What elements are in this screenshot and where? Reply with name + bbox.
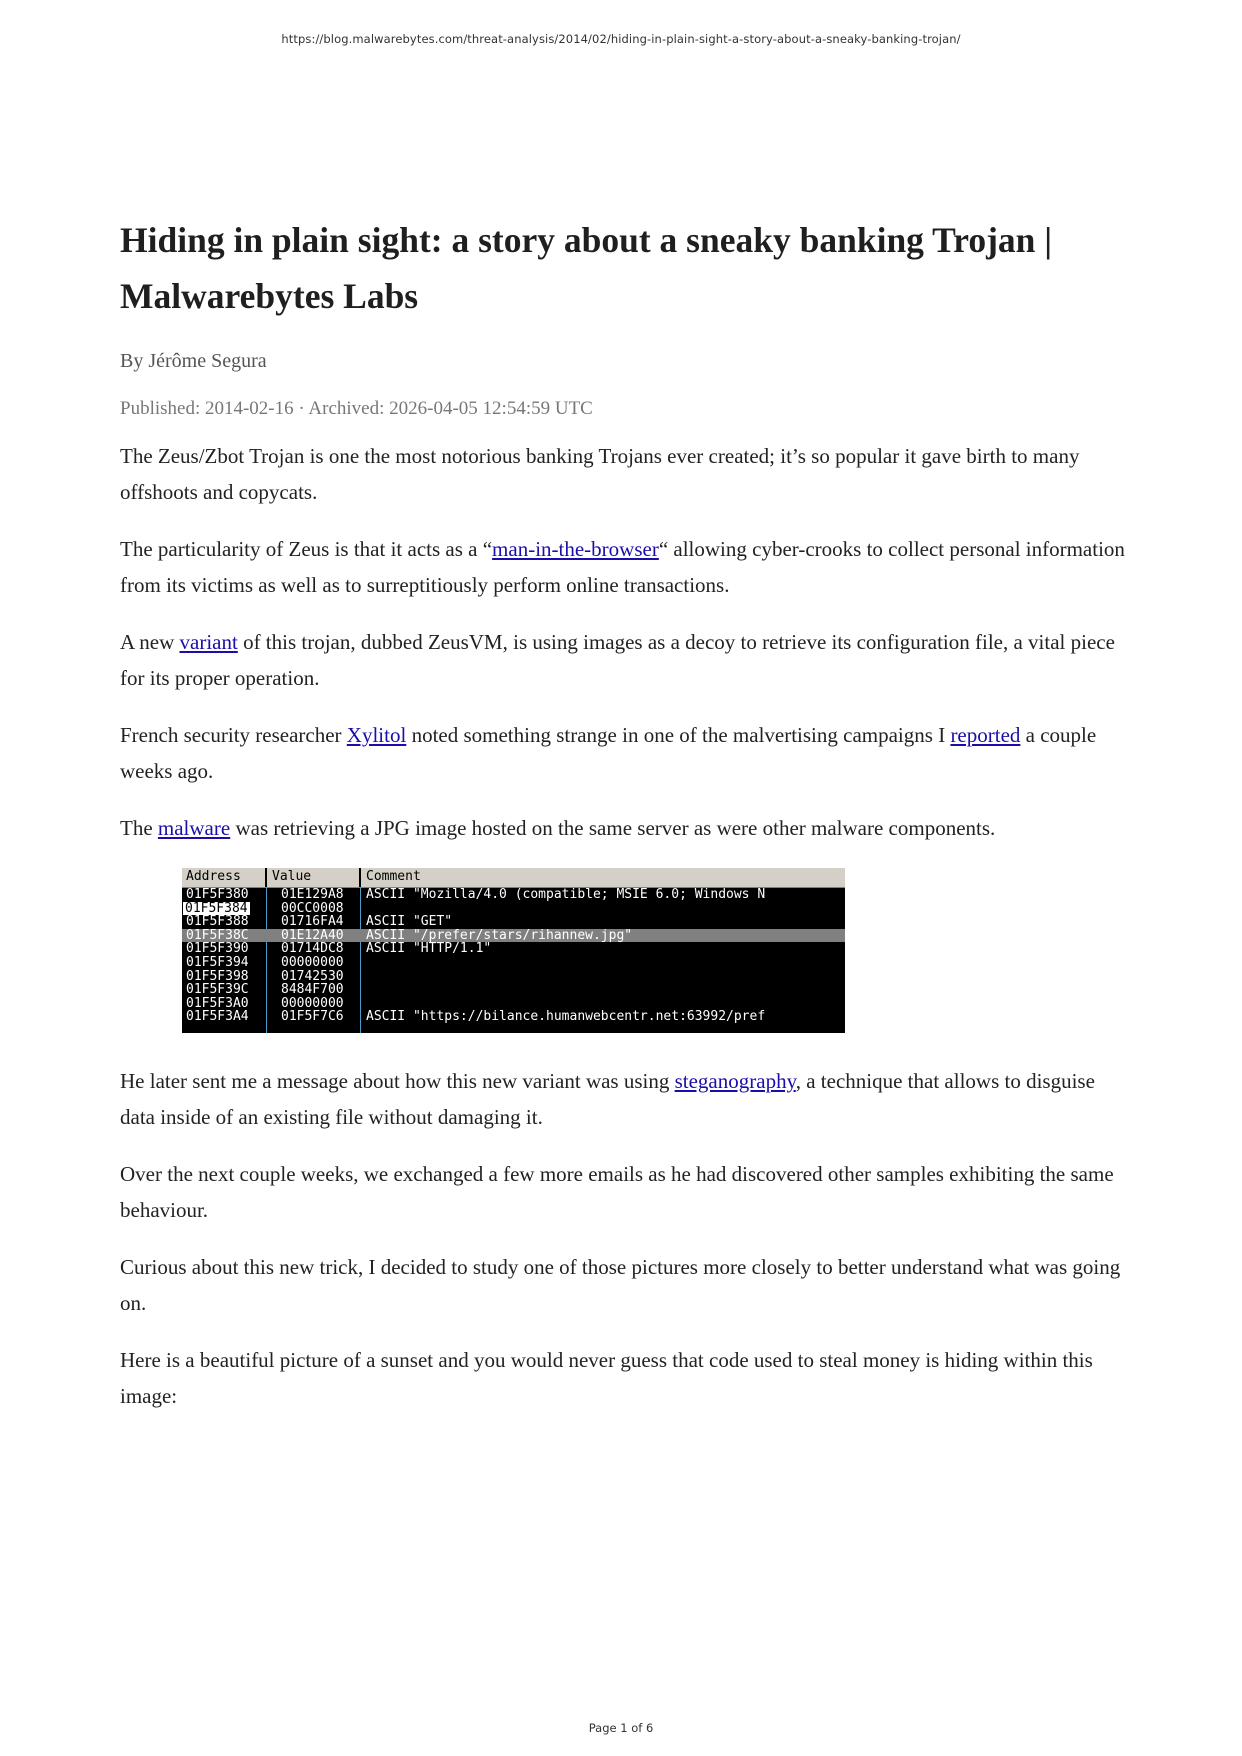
text: The particularity of Zeus is that it acts as a “ — [120, 537, 493, 561]
debugger-row: 01F5F398 01742530 — [186, 968, 344, 984]
paragraph-8: Curious about this new trick, I decided to study one of those pictures more closely to better understand what was going on. — [120, 1255, 1121, 1315]
debugger-row: 01F5F394 00000000 — [186, 954, 344, 970]
paragraph-7: Over the next couple weeks, we exchanged a few more emails as he had discovered other samples exhibiting the same behaviour. — [120, 1162, 1114, 1222]
paragraph-6 — [120, 1063, 1130, 1135]
debugger-column-header — [182, 868, 845, 888]
variant-link[interactable]: variant — [179, 630, 238, 654]
page-number: Page 1 of 6 — [588, 1721, 654, 1735]
article-meta: Published: 2014-02-16 · Archived: 2026-04-05 12:54:59 UTC — [120, 398, 593, 419]
article-byline: By Jérôme Segura — [120, 350, 267, 372]
debugger-row: 01F5F380 01E129A8 ASCII "Mozilla/4.0 (compatible; MSIE 6.0; Windows N — [186, 887, 766, 902]
text: of this trojan, dubbed ZeusVM, is using images as a decoy to retrieve its configuration file, a vital piece for its proper operation. — [120, 630, 1115, 690]
man-in-the-browser-link[interactable]: man-in-the-browser — [492, 537, 659, 561]
debugger-row-selected: 01F5F38C 01E12A40 ASCII "/prefer/stars/rihannew.jpg" — [182, 929, 845, 943]
text: A new — [120, 630, 180, 654]
text: was retrieving a JPG image hosted on the same server as were other malware components. — [230, 816, 996, 840]
article — [120, 212, 1130, 1414]
text: He later sent me a message about how this new variant was using — [120, 1069, 675, 1093]
paragraph-4 — [120, 717, 1130, 789]
article-title: Hiding in plain sight: a story about a sneaky banking Trojan | Malwarebytes Labs — [120, 220, 1053, 316]
debugger-row: 01F5F3A4 01F5F7C6 ASCII "https://bilance.humanwebcentr.net:63992/pref — [186, 1009, 766, 1025]
xylitol-link[interactable]: Xylitol — [346, 723, 407, 747]
text: French security researcher — [120, 723, 347, 747]
paragraph-5 — [120, 810, 1130, 846]
text: noted something strange in one of the malvertising campaigns I — [406, 723, 951, 747]
debugger-rows — [182, 888, 845, 1024]
paragraph-3 — [120, 624, 1130, 696]
column-comment: Comment — [366, 869, 421, 884]
debugger-row: 01F5F388 01716FA4 ASCII "GET" — [186, 914, 453, 930]
column-value: Value — [272, 869, 312, 884]
paragraph-1: The Zeus/Zbot Trojan is one the most notorious banking Trojans ever created; it’s so popular it gave birth to many offshoots and copycats. — [120, 444, 1080, 504]
steganography-link[interactable]: steganography — [674, 1069, 796, 1093]
paragraph-2 — [120, 531, 1130, 603]
column-address: Address — [186, 869, 241, 884]
malware-link[interactable]: malware — [157, 816, 231, 840]
text: a couple weeks ago. — [120, 723, 1097, 783]
debugger-stack-screenshot — [182, 868, 845, 1033]
text: The — [120, 816, 158, 840]
debugger-row: 01F5F3A0 00000000 — [186, 995, 344, 1011]
page-url-header: https://blog.malwarebytes.com/threat-analysis/2014/02/hiding-in-plain-sight-a-story-about-a-sneaky-banking-trojan/ — [281, 32, 961, 46]
text: , a technique that allows to disguise data inside of an existing file without damaging it. — [120, 1069, 1095, 1129]
text: “ allowing cyber-crooks to collect personal information from its victims as well as to surreptitiously perform online transactions. — [120, 537, 1125, 597]
debugger-row: 01F5F390 01714DC8 ASCII "HTTP/1.1" — [186, 941, 492, 957]
paragraph-9: Here is a beautiful picture of a sunset and you would never guess that code used to steal money is hiding within this image: — [120, 1348, 1093, 1408]
debugger-row: 01F5F39C 8484F700 — [186, 982, 344, 998]
debugger-row: 01F5F384 00CC0008 — [185, 900, 344, 916]
column-divider — [265, 868, 267, 887]
column-divider — [359, 868, 361, 887]
reported-link[interactable]: reported — [950, 723, 1021, 747]
